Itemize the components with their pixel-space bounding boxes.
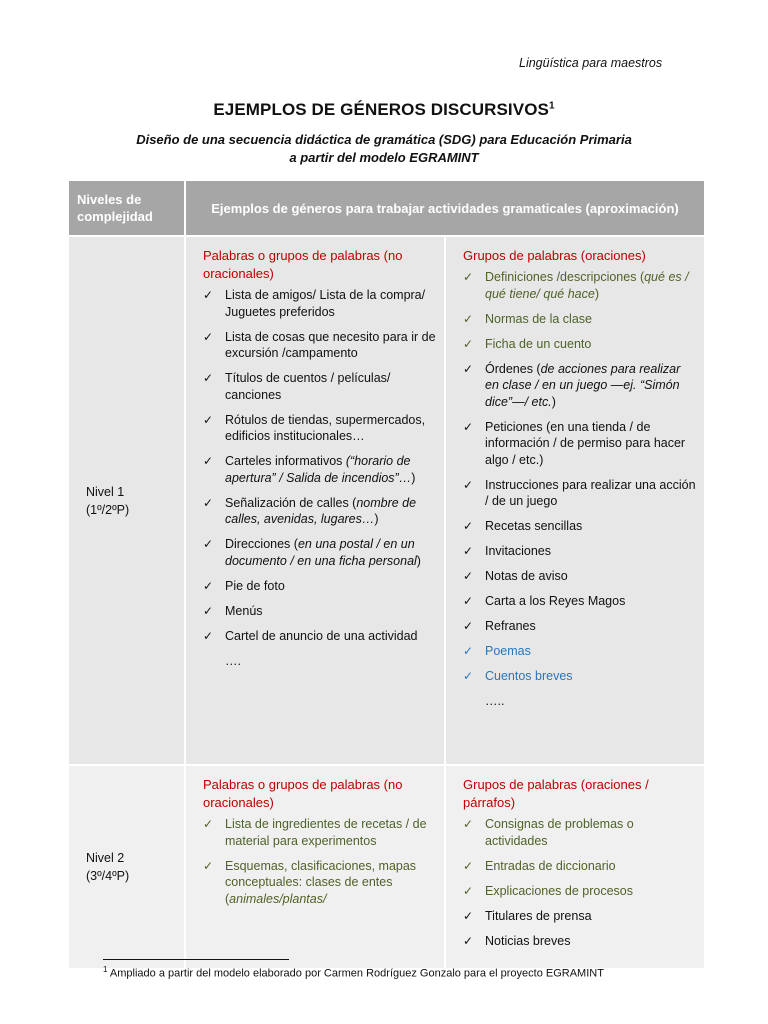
item-text: Entradas de diccionario xyxy=(485,858,616,873)
genre-list-item xyxy=(463,816,696,849)
level-2-words-heading: Palabras o grupos de palabras (no oracionales) xyxy=(203,777,403,810)
check-icon: ✓ xyxy=(463,858,474,873)
genre-list-item xyxy=(463,883,696,900)
item-italic-text: (“horario de apertura” / Salida de incendios”… xyxy=(225,454,412,485)
genre-list-item xyxy=(463,361,696,411)
footnote-mark: 1 xyxy=(103,965,108,974)
item-text: Títulos de cuentos / películas/ canciones xyxy=(225,371,391,402)
item-text-end: ) xyxy=(594,286,599,301)
item-italic-text: nombre de calles, avenidas, lugares… xyxy=(225,495,417,526)
page-subtitle xyxy=(0,131,768,167)
level-1-words-cell xyxy=(185,236,445,765)
item-text: Definiciones /descripciones ( xyxy=(485,270,645,284)
genre-list-item xyxy=(203,412,436,445)
table-row-level-2 xyxy=(68,765,705,969)
genre-list-item xyxy=(203,453,436,486)
check-icon: ✓ xyxy=(463,594,474,608)
item-italic-text: de acciones para realizar en clase / en un juego —ej. “Simón dice”—/ etc. xyxy=(485,361,681,409)
level-1-cell xyxy=(68,236,185,765)
check-icon: ✓ xyxy=(203,454,214,468)
genre-list-item xyxy=(463,668,696,685)
check-icon: ✓ xyxy=(203,817,214,831)
check-icon: ✓ xyxy=(463,477,474,492)
header-examples: Ejemplos de géneros para trabajar actividades gramaticales (aproximación) xyxy=(185,180,705,236)
level-1-name: Nivel 1 xyxy=(86,484,125,499)
footnote-separator xyxy=(103,959,289,960)
level-2-words-list xyxy=(203,816,436,907)
check-icon: ✓ xyxy=(203,858,214,873)
item-text: Esquemas, clasificaciones, mapas conceptuales: clases de entes ( xyxy=(225,858,417,906)
item-text-end: ) xyxy=(416,553,421,568)
item-text: Noticias breves xyxy=(485,933,571,948)
level-2-sentences-heading: Grupos de palabras (oraciones / párrafos) xyxy=(463,777,649,810)
genre-list-item xyxy=(463,643,696,660)
item-text: Consignas de problemas o actividades xyxy=(485,817,634,848)
genre-list-item xyxy=(463,477,696,510)
item-text: Refranes xyxy=(485,619,536,633)
level-2-grades: (3º/4ºP) xyxy=(86,868,130,883)
genre-list-item xyxy=(203,329,436,362)
check-icon: ✓ xyxy=(463,361,474,376)
item-text: Lista de cosas que necesito para ir de excursión /campamento xyxy=(225,329,436,360)
item-text: Cartel de anuncio de una actividad xyxy=(225,628,418,643)
genre-list-item xyxy=(203,578,436,595)
check-icon: ✓ xyxy=(203,537,214,551)
check-icon: ✓ xyxy=(463,908,474,923)
item-text: Notas de aviso xyxy=(485,569,568,583)
genre-list-item xyxy=(203,536,436,569)
genre-list-item xyxy=(203,816,436,849)
check-icon: ✓ xyxy=(463,569,474,583)
check-icon: ✓ xyxy=(203,412,214,427)
check-icon: ✓ xyxy=(463,619,474,633)
item-text: Menús xyxy=(225,603,263,618)
genre-list-item xyxy=(203,287,436,320)
item-text: Instrucciones para realizar una acción / de un juego xyxy=(485,477,696,508)
check-icon: ✓ xyxy=(203,329,214,344)
check-icon: ✓ xyxy=(203,628,214,643)
genre-list-item xyxy=(463,908,696,925)
check-icon: ✓ xyxy=(463,336,474,351)
level-1-sentences-heading: Grupos de palabras (oraciones) xyxy=(463,248,646,263)
item-text: Órdenes ( xyxy=(485,361,541,376)
genre-list-item xyxy=(463,269,696,302)
item-text: Lista de amigos/ Lista de la compra/ Juguetes preferidos xyxy=(225,288,426,319)
level-1-words-ellipsis: …. xyxy=(225,653,241,668)
level-1-sentences-list xyxy=(463,269,696,685)
check-icon: ✓ xyxy=(463,270,474,284)
item-text: Normas de la clase xyxy=(485,311,592,326)
check-icon: ✓ xyxy=(463,933,474,948)
genre-list-item xyxy=(203,858,436,908)
check-icon: ✓ xyxy=(463,644,474,658)
footnote-text: Ampliado a partir del modelo elaborado por Carmen Rodríguez Gonzalo para el proyecto EGRAMINT xyxy=(109,967,604,980)
genre-list-item xyxy=(463,618,696,635)
item-text-end: ) xyxy=(411,470,416,485)
title-footnote-mark: 1 xyxy=(548,100,555,112)
check-icon: ✓ xyxy=(463,519,474,533)
level-1-words-list xyxy=(203,287,436,644)
genre-list-item xyxy=(463,543,696,560)
item-text: Direcciones ( xyxy=(225,537,298,551)
level-1-words-heading: Palabras o grupos de palabras (no oracionales) xyxy=(203,248,403,281)
genre-list-item xyxy=(203,628,436,645)
item-text: Lista de ingredientes de recetas / de material para experimentos xyxy=(225,817,427,848)
level-2-cell xyxy=(68,765,185,969)
level-1-sentences-cell xyxy=(445,236,705,765)
level-1-sentences-ellipsis: ….. xyxy=(485,694,505,708)
item-text: Titulares de prensa xyxy=(485,908,592,923)
level-2-words-cell xyxy=(185,765,445,969)
item-text-end: ) xyxy=(374,512,379,526)
level-1-grades: (1º/2ºP) xyxy=(86,502,130,517)
genre-list-item xyxy=(463,593,696,610)
item-text: Carta a los Reyes Magos xyxy=(485,594,626,608)
level-2-name: Nivel 2 xyxy=(86,850,125,865)
item-italic-text: qué es / qué tiene/ qué hace xyxy=(485,270,689,301)
item-text: Ficha de un cuento xyxy=(485,336,592,351)
genre-list-item xyxy=(203,370,436,403)
genre-list-item xyxy=(463,336,696,353)
check-icon: ✓ xyxy=(463,817,474,831)
check-icon: ✓ xyxy=(463,883,474,898)
item-text: Pie de foto xyxy=(225,578,285,593)
level-2-sentences-list xyxy=(463,816,696,949)
item-text: Invitaciones xyxy=(485,544,552,558)
item-text: Carteles informativos xyxy=(225,454,346,468)
genre-list-item xyxy=(203,495,436,528)
genre-list-item xyxy=(463,568,696,585)
table-row-level-1 xyxy=(68,236,705,765)
genre-list-item xyxy=(463,518,696,535)
item-text: Rótulos de tiendas, supermercados, edificios institucionales… xyxy=(225,412,426,443)
subtitle-line-2: a partir del modelo EGRAMINT xyxy=(289,150,479,165)
check-icon: ✓ xyxy=(463,669,474,683)
footnote xyxy=(103,965,604,980)
check-icon: ✓ xyxy=(203,371,214,385)
item-text: Cuentos breves xyxy=(485,669,573,683)
header-running-title: Lingüística para maestros xyxy=(519,56,663,70)
table-header-row xyxy=(68,180,705,236)
genre-list-item xyxy=(463,933,696,950)
item-text: Señalización de calles ( xyxy=(225,495,357,510)
genre-list-item xyxy=(203,603,436,620)
item-text: Poemas xyxy=(485,644,531,658)
check-icon: ✓ xyxy=(203,495,214,510)
item-text: Recetas sencillas xyxy=(485,519,583,533)
check-icon: ✓ xyxy=(463,419,474,434)
item-text: Peticiones (en una tienda / de información / de permiso para hacer algo / etc.) xyxy=(485,419,686,467)
header-levels: Niveles de complejidad xyxy=(68,180,185,236)
level-2-sentences-cell xyxy=(445,765,705,969)
check-icon: ✓ xyxy=(203,578,214,593)
item-text: Explicaciones de procesos xyxy=(485,883,633,898)
item-italic-text: en una postal / en un documento / en una ficha personal xyxy=(225,537,417,568)
check-icon: ✓ xyxy=(463,544,474,558)
item-text-end: ) xyxy=(551,394,556,409)
check-icon: ✓ xyxy=(203,603,214,618)
genre-list-item xyxy=(463,419,696,469)
genre-list-item xyxy=(463,858,696,875)
item-italic-text: animales/plantas/ xyxy=(229,891,327,906)
check-icon: ✓ xyxy=(203,288,214,302)
subtitle-line-1: Diseño de una secuencia didáctica de gramática (SDG) para Educación Primaria xyxy=(136,132,632,147)
genre-list-item xyxy=(463,311,696,328)
check-icon: ✓ xyxy=(463,311,474,326)
page-title: EJEMPLOS DE GÉNEROS DISCURSIVOS$^1$ xyxy=(213,100,555,119)
genres-table xyxy=(67,179,706,970)
